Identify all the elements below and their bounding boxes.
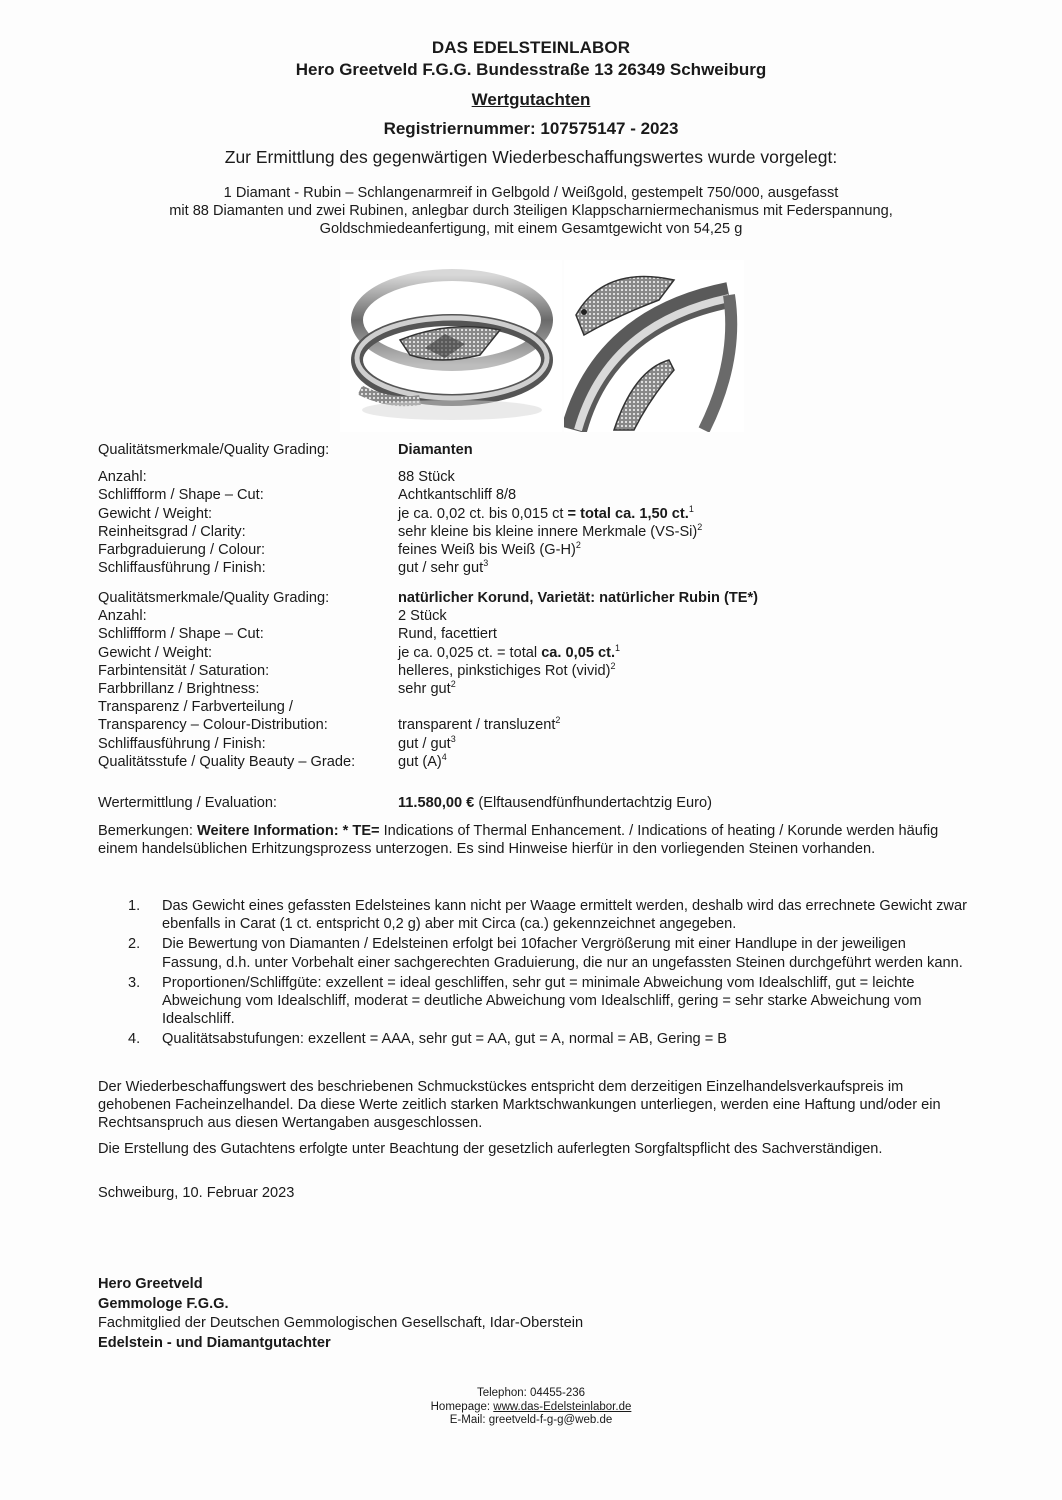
footnote-ref: 4: [441, 751, 447, 762]
jewelry-photos: [340, 260, 745, 432]
row-value: Achtkantschliff 8/8: [398, 487, 517, 504]
remarks: [98, 822, 958, 858]
lab-name: DAS EDELSTEINLABOR: [431, 38, 631, 57]
value-text: transparent / transluzent: [398, 717, 556, 734]
footer-email: E-Mail: greetveld-f-g-g@web.de: [449, 1414, 613, 1426]
signer-name: Hero Greetveld: [98, 1276, 203, 1292]
value-text: gut (A): [398, 753, 442, 770]
footnotes-list: [128, 897, 968, 1051]
footnote-ref: 3: [450, 733, 456, 744]
row-label: Farbgraduierung / Colour:: [98, 541, 266, 558]
row-value: [398, 735, 456, 753]
value-bold: = total ca. 1,50 ct.: [567, 505, 689, 522]
evaluation-amount-words: (Elftausendfünfhundertachtzig Euro): [474, 795, 712, 811]
row-value: [398, 505, 694, 523]
document-title-text: Wertgutachten: [471, 90, 591, 109]
row-value: [398, 559, 488, 577]
homepage-label: Homepage:: [430, 1400, 494, 1413]
footnote-ref: 3: [483, 558, 489, 569]
evaluation-value: [398, 795, 712, 811]
item-description: [0, 184, 1062, 238]
row-label: Schliffausführung / Finish:: [98, 735, 266, 752]
row-label: Schliffform / Shape – Cut:: [98, 626, 264, 643]
row-label: Farbintensität / Saturation:: [98, 662, 270, 679]
description-line: 1 Diamant - Rubin – Schlangenarmreif in Gelbgold / Weißgold, gestempelt 750/000, ausgefasst: [223, 185, 839, 201]
replacement-value-paragraph: Der Wiederbeschaffungswert des beschriebenen Schmuckstückes entspricht dem derzeitigen Einzelhandelsverkaufspreis im gehobenen Facheinzelhandel. Da diese Werte zeitlich starken Marktschwankungen unterliegen, werden eine Haftung und/oder ein Rechtsanspruch aus diesen Wertangaben ausgeschlossen.: [98, 1079, 941, 1132]
footnote-number: 1.: [128, 898, 141, 914]
value-bold: ca. 0,05 ct.: [541, 644, 616, 661]
due-care-paragraph: Die Erstellung des Gutachtens erfolgte unter Beachtung der gesetzlich auferlegten Sorgfaltspflicht des Sachverständigen.: [98, 1141, 883, 1157]
row-label: Qualitätsstufe / Quality Beauty – Grade:: [98, 753, 356, 770]
remarks-prefix: Bemerkungen:: [98, 823, 197, 839]
footer-homepage: [0, 1401, 1062, 1415]
value-text: je ca. 0,02 ct. bis 0,015 ct: [398, 505, 568, 522]
remarks-bold: Weitere Information: * TE=: [196, 823, 380, 839]
signer-membership: Fachmitglied der Deutschen Gemmologischen Gesellschaft, Idar-Oberstein: [98, 1315, 584, 1331]
signature-block: [98, 1275, 583, 1353]
footnote-text: Die Bewertung von Diamanten / Edelsteinen erfolgt bei 10facher Vergrößerung mit einer Handlupe in der jeweiligen Fassung, d.h. unter Vorbehalt einer sachgerechten Graduierung, die nur an ungefassten Steinen durchgeführt werden kann.: [162, 936, 963, 971]
footnote-text: Proportionen/Schliffgüte: exzellent = ideal geschliffen, sehr gut = minimale Abweichung vom Idealschliff, gut = leichte Abweichung vom Idealschliff, moderat = deutliche Abweichung vom Idealschliff, gering = sehr starke Abweichung vom Idealschliff.: [162, 974, 922, 1028]
footnote-item: [128, 897, 968, 933]
footnote-text: Qualitätsabstufungen: exzellent = AAA, sehr gut = AA, gut = A, normal = AB, Gering = B: [162, 1031, 728, 1048]
row-label: Farbbrillanz / Brightness:: [98, 680, 260, 697]
grading-value: Diamanten: [398, 442, 473, 458]
footnote-item: [128, 935, 968, 971]
evaluation-label: Wertermittlung / Evaluation:: [98, 795, 277, 811]
snake-bangle-head-closeup-photo: [564, 260, 744, 432]
row-label: Anzahl:: [98, 469, 147, 486]
grading-label: Qualitätsmerkmale/Quality Grading:: [98, 442, 330, 458]
row-label: Gewicht / Weight:: [98, 505, 213, 522]
value-text: je ca. 0,025 ct. = total: [398, 644, 542, 661]
footnote-text: Das Gewicht eines gefassten Edelsteines kann nicht per Waage ermittelt werden, deshalb wird das errechnete Gewicht zwar ebenfalls in Carat (1 ct. entspricht 0,2 g) aber mit Circa (ca.) gekennzeichnet angegeben.: [162, 898, 967, 933]
lab-address: Hero Greetveld F.G.G. Bundesstraße 13 26349 Schweiburg: [295, 60, 767, 79]
registration-number: Registriernummer: 107575147 - 2023: [383, 119, 679, 138]
row-label: Gewicht / Weight:: [98, 644, 213, 661]
row-label: Reinheitsgrad / Clarity:: [98, 523, 246, 540]
evaluation-amount: 11.580,00 €: [398, 795, 475, 811]
row-label: Transparency – Colour-Distribution:: [98, 717, 328, 734]
signer-role: Edelstein - und Diamantgutachter: [98, 1334, 331, 1351]
footnote-number: 4.: [128, 1031, 141, 1048]
contact-footer: [0, 1387, 1062, 1428]
document-title: [0, 90, 1062, 110]
value-text: helleres, pinkstichiges Rot (vivid): [398, 662, 611, 679]
footnote-ref: 2: [697, 521, 703, 532]
footnote-item: [128, 1030, 968, 1048]
row-label: Anzahl:: [98, 608, 147, 625]
value-text: gut / gut: [398, 735, 451, 752]
description-line: mit 88 Diamanten und zwei Rubinen, anlegbar durch 3teiligen Klappscharniermechanismus mit Federspannung,: [169, 203, 893, 219]
value-text: feines Weiß bis Weiß (G-H): [398, 541, 576, 558]
row-value: [398, 753, 447, 771]
footnote-ref: 2: [555, 715, 561, 726]
homepage-link[interactable]: www.das-Edelsteinlabor.de: [493, 1400, 632, 1413]
row-value: [398, 716, 560, 734]
intro-text: Zur Ermittlung des gegenwärtigen Wiederbeschaffungswertes wurde vorgelegt:: [224, 147, 838, 167]
row-value: [398, 523, 702, 541]
description-line: Goldschmiedeanfertigung, mit einem Gesamtgewicht von 54,25 g: [319, 221, 743, 237]
footnote-number: 3.: [128, 974, 141, 991]
footer-phone: Telephon: 04455-236: [476, 1387, 586, 1399]
row-value: 2 Stück: [398, 608, 447, 625]
place-date: Schweiburg, 10. Februar 2023: [98, 1185, 295, 1201]
value-text: sehr gut: [398, 680, 451, 697]
row-value: [398, 680, 456, 698]
snake-bangle-overview-photo: [340, 260, 562, 432]
row-value: Rund, facettiert: [398, 626, 497, 643]
remarks-text: Indications of Thermal Enhancement. / Indications of heating / Korunde werden häufig einem handelsüblichen Erhitzungsprozess unterzogen. Es sind Hinweise hierfür in den vorliegenden Steinen vorhanden.: [98, 823, 939, 858]
row-value: [398, 644, 620, 662]
row-label: Schliffausführung / Finish:: [98, 560, 266, 577]
footnote-ref: 2: [575, 540, 581, 551]
footnote-ref: 1: [688, 503, 694, 514]
row-value: 88 Stück: [398, 469, 455, 486]
row-value: [398, 541, 581, 559]
footnote-number: 2.: [128, 936, 141, 953]
footnote-ref: 2: [450, 679, 456, 690]
footnote-ref: 1: [615, 642, 621, 653]
signer-title: Gemmologe F.G.G.: [98, 1295, 229, 1312]
row-label: Schliffform / Shape – Cut:: [98, 487, 264, 504]
grading-value: natürlicher Korund, Varietät: natürlicher Rubin (TE*): [398, 590, 759, 606]
footnote-item: [128, 974, 968, 1029]
value-text: gut / sehr gut: [398, 560, 484, 577]
row-value: [398, 662, 616, 680]
value-text: sehr kleine bis kleine innere Merkmale (VS-Si): [398, 523, 698, 540]
row-label: Transparenz / Farbverteilung /: [98, 699, 293, 716]
grading-label: Qualitätsmerkmale/Quality Grading:: [98, 590, 330, 606]
footnote-ref: 2: [610, 660, 616, 671]
